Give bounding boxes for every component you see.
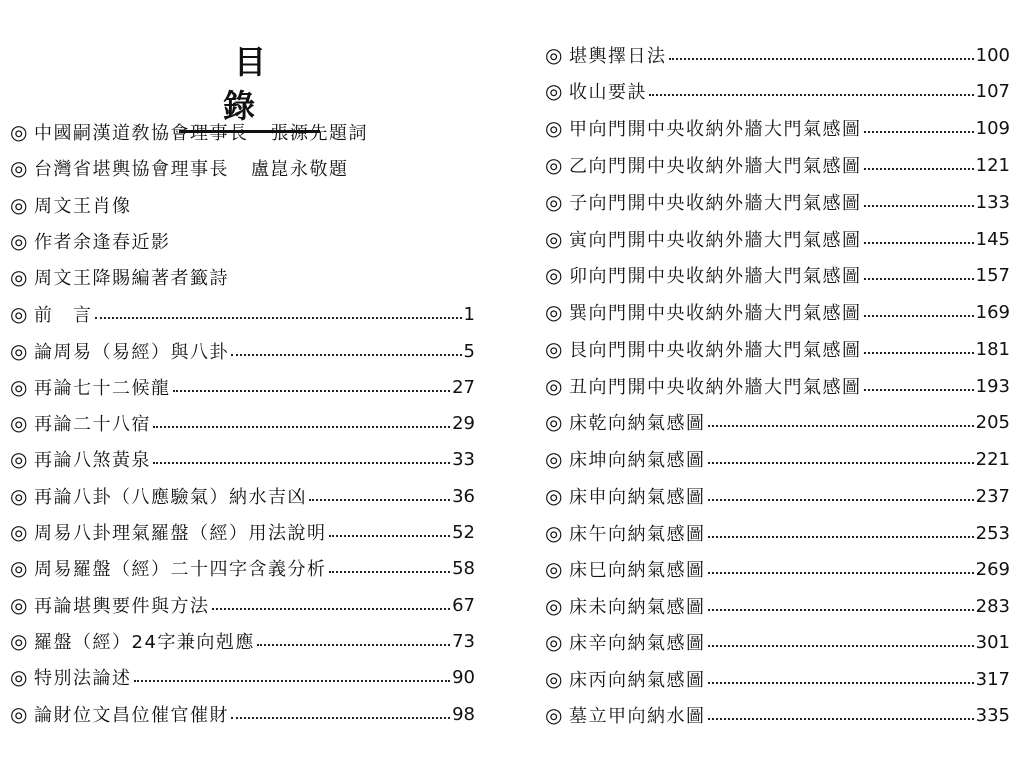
toc-page-number: 169 — [975, 301, 1010, 323]
bullet-mark: ◎ — [545, 594, 563, 618]
toc-page-number: 1 — [463, 303, 475, 325]
toc-entry — [545, 700, 1010, 730]
bullet-mark: ◎ — [545, 410, 563, 434]
dot-leader — [864, 168, 974, 170]
dot-leader — [708, 718, 974, 720]
toc-entry-title: 周易八卦理氣羅盤（經）用法說明 — [34, 523, 327, 544]
toc-entry-title: 再論八卦（八應驗氣）納水吉凶 — [34, 487, 307, 508]
toc-entry-title: 周文王降賜編著者籤詩 — [34, 268, 229, 289]
toc-page-number: 181 — [975, 338, 1010, 360]
toc-entry-title: 中國嗣漢道敎協會理事長 — [34, 123, 249, 144]
dot-leader — [708, 462, 974, 464]
bullet-mark: ◎ — [545, 79, 563, 103]
toc-entry — [10, 117, 368, 147]
toc-page-number: 58 — [452, 557, 475, 579]
toc-entry — [545, 444, 1010, 474]
bullet-mark: ◎ — [545, 484, 563, 508]
toc-entry — [545, 187, 1010, 217]
bullet-mark: ◎ — [545, 300, 563, 324]
toc-entry — [10, 336, 475, 366]
bullet-mark: ◎ — [10, 556, 28, 580]
dot-leader — [134, 680, 451, 682]
bullet-mark: ◎ — [10, 411, 28, 435]
bullet-mark: ◎ — [545, 557, 563, 581]
bullet-mark: ◎ — [545, 263, 563, 287]
dot-leader — [669, 58, 974, 60]
toc-entry-title: 丑向門開中央收納外牆大門氣感圖 — [569, 377, 862, 398]
toc-entry-author: 張源先題詞 — [270, 123, 368, 144]
toc-entry-title: 床丙向納氣感圖 — [569, 670, 706, 691]
dot-leader — [309, 499, 450, 501]
toc-page-number: 67 — [452, 594, 475, 616]
toc-entry — [10, 190, 132, 220]
toc-entry-title: 子向門開中央收納外牆大門氣感圖 — [569, 193, 862, 214]
bullet-mark: ◎ — [545, 190, 563, 214]
toc-entry-title: 巽向門開中央收納外牆大門氣感圖 — [569, 303, 862, 324]
dot-leader — [708, 609, 974, 611]
dot-leader — [864, 315, 974, 317]
toc-page-number: 52 — [452, 521, 475, 543]
toc-entry-title: 墓立甲向納水圖 — [569, 706, 706, 727]
toc-entry — [545, 224, 1010, 254]
dot-leader — [864, 242, 974, 244]
bullet-mark: ◎ — [545, 521, 563, 545]
toc-entry-title: 作者余逢春近影 — [34, 232, 171, 253]
toc-entry — [10, 444, 475, 474]
bullet-mark: ◎ — [10, 702, 28, 726]
toc-entry — [545, 591, 1010, 621]
toc-entry-title: 周文王肖像 — [34, 196, 132, 217]
toc-entry-title: 卯向門開中央收納外牆大門氣感圖 — [569, 266, 862, 287]
dot-leader — [708, 499, 974, 501]
dot-leader — [864, 205, 974, 207]
toc-entry — [545, 554, 1010, 584]
toc-entry — [545, 664, 1010, 694]
toc-entry — [545, 113, 1010, 143]
toc-entry-title: 論周易（易經）與八卦 — [34, 342, 229, 363]
toc-entry-title: 周易羅盤（經）二十四字含義分析 — [34, 559, 327, 580]
toc-entry — [545, 407, 1010, 437]
toc-page-number: 109 — [975, 117, 1010, 139]
bullet-mark: ◎ — [10, 120, 28, 144]
toc-entry — [545, 371, 1010, 401]
toc-entry-title: 床坤向納氣感圖 — [569, 450, 706, 471]
bullet-mark: ◎ — [10, 193, 28, 217]
toc-entry-title: 床午向納氣感圖 — [569, 524, 706, 545]
toc-page-number: 36 — [452, 485, 475, 507]
toc-page-number: 335 — [975, 704, 1010, 726]
dot-leader — [212, 608, 451, 610]
toc-page-number: 269 — [975, 558, 1010, 580]
toc-page-number: 33 — [452, 448, 475, 470]
toc-page-number: 29 — [452, 412, 475, 434]
toc-entry — [545, 481, 1010, 511]
bullet-mark: ◎ — [10, 665, 28, 689]
bullet-mark: ◎ — [10, 629, 28, 653]
toc-entry-title: 特別法論述 — [34, 668, 132, 689]
toc-entry — [10, 662, 475, 692]
toc-entry-title: 乙向門開中央收納外牆大門氣感圖 — [569, 156, 862, 177]
dot-leader — [153, 462, 450, 464]
toc-page-number: 5 — [463, 340, 475, 362]
bullet-mark: ◎ — [10, 447, 28, 471]
toc-page-number: 193 — [975, 375, 1010, 397]
toc-page-number: 121 — [975, 154, 1010, 176]
bullet-mark: ◎ — [10, 265, 28, 289]
dot-leader — [864, 278, 974, 280]
dot-leader — [257, 644, 450, 646]
toc-page-number: 133 — [975, 191, 1010, 213]
dot-leader — [95, 317, 462, 319]
toc-page-number: 283 — [975, 595, 1010, 617]
bullet-mark: ◎ — [545, 116, 563, 140]
toc-page-number: 253 — [975, 522, 1010, 544]
dot-leader — [864, 131, 974, 133]
bullet-mark: ◎ — [10, 484, 28, 508]
toc-entry — [545, 150, 1010, 180]
toc-entry — [10, 481, 475, 511]
dot-leader — [329, 571, 451, 573]
toc-entry — [10, 590, 475, 620]
toc-entry-title: 再論七十二候龍 — [34, 378, 171, 399]
toc-entry-title: 床巳向納氣感圖 — [569, 560, 706, 581]
toc-entry-title: 台灣省堪輿協會理事長 — [34, 159, 229, 180]
toc-entry-title: 再論堪輿要件與方法 — [34, 596, 210, 617]
toc-entry-title: 堪輿擇日法 — [569, 46, 667, 67]
toc-entry — [10, 299, 475, 329]
toc-entry — [10, 408, 475, 438]
toc-entry — [10, 226, 171, 256]
toc-entry-title: 寅向門開中央收納外牆大門氣感圖 — [569, 230, 862, 251]
dot-leader — [864, 389, 974, 391]
toc-page-number: 100 — [975, 44, 1010, 66]
toc-entry — [10, 699, 475, 729]
toc-page-number: 90 — [452, 666, 475, 688]
dot-leader — [708, 536, 974, 538]
dot-leader — [708, 645, 974, 647]
toc-entry — [10, 626, 475, 656]
bullet-mark: ◎ — [10, 375, 28, 399]
toc-entry-title: 床乾向納氣感圖 — [569, 413, 706, 434]
bullet-mark: ◎ — [545, 153, 563, 177]
dot-leader — [329, 535, 451, 537]
bullet-mark: ◎ — [10, 520, 28, 544]
toc-entry-title: 收山要訣 — [569, 82, 647, 103]
bullet-mark: ◎ — [545, 43, 563, 67]
toc-entry — [545, 334, 1010, 364]
toc-entry — [10, 553, 475, 583]
bullet-mark: ◎ — [545, 337, 563, 361]
bullet-mark: ◎ — [10, 229, 28, 253]
toc-entry — [10, 372, 475, 402]
toc-entry-title: 再論八煞黃泉 — [34, 450, 151, 471]
toc-entry — [10, 517, 475, 547]
toc-entry-title: 再論二十八宿 — [34, 414, 151, 435]
dot-leader — [708, 425, 974, 427]
dot-leader — [231, 717, 450, 719]
page-title: 目 錄 — [180, 40, 320, 133]
toc-entry-title: 羅盤（經）24字兼向剋應 — [34, 632, 255, 653]
bullet-mark: ◎ — [545, 374, 563, 398]
dot-leader — [708, 682, 974, 684]
bullet-mark: ◎ — [10, 593, 28, 617]
toc-entry-title: 床辛向納氣感圖 — [569, 633, 706, 654]
bullet-mark: ◎ — [10, 339, 28, 363]
dot-leader — [649, 94, 974, 96]
toc-entry-title: 艮向門開中央收納外牆大門氣感圖 — [569, 340, 862, 361]
toc-entry — [545, 260, 1010, 290]
toc-page-number: 107 — [975, 80, 1010, 102]
toc-entry-title: 床未向納氣感圖 — [569, 597, 706, 618]
toc-entry — [545, 40, 1010, 70]
toc-page-number: 237 — [975, 485, 1010, 507]
dot-leader — [864, 352, 974, 354]
toc-page-number: 301 — [975, 631, 1010, 653]
bullet-mark: ◎ — [545, 703, 563, 727]
dot-leader — [173, 390, 451, 392]
toc-entry-title: 論財位文昌位催官催財 — [34, 705, 229, 726]
bullet-mark: ◎ — [545, 667, 563, 691]
bullet-mark: ◎ — [545, 447, 563, 471]
toc-page-number: 317 — [975, 668, 1010, 690]
toc-entry-author: 盧崑永敬題 — [251, 159, 349, 180]
dot-leader — [153, 426, 450, 428]
toc-page-number: 145 — [975, 228, 1010, 250]
bullet-mark: ◎ — [10, 156, 28, 180]
toc-entry — [10, 153, 349, 183]
toc-page-number: 157 — [975, 264, 1010, 286]
toc-entry — [545, 297, 1010, 327]
toc-entry-title: 甲向門開中央收納外牆大門氣感圖 — [569, 119, 862, 140]
bullet-mark: ◎ — [10, 302, 28, 326]
toc-page-number: 73 — [452, 630, 475, 652]
dot-leader — [231, 354, 462, 356]
bullet-mark: ◎ — [545, 227, 563, 251]
toc-page-number: 221 — [975, 448, 1010, 470]
toc-page-number: 205 — [975, 411, 1010, 433]
dot-leader — [708, 572, 974, 574]
toc-entry-title: 前 言 — [34, 305, 93, 326]
toc-page-number: 27 — [452, 376, 475, 398]
toc-entry — [545, 627, 1010, 657]
toc-entry-title: 床申向納氣感圖 — [569, 487, 706, 508]
toc-entry — [545, 76, 1010, 106]
toc-entry — [545, 518, 1010, 548]
bullet-mark: ◎ — [545, 630, 563, 654]
toc-page-number: 98 — [452, 703, 475, 725]
toc-entry — [10, 262, 229, 292]
